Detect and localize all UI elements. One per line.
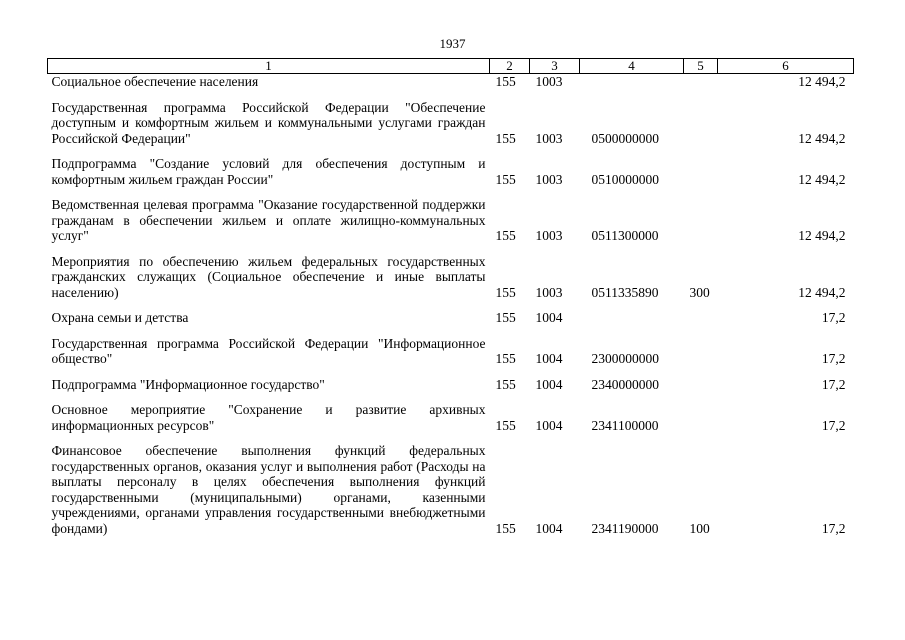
- row-code-3: 1004: [535, 351, 563, 366]
- row-code-3: 1004: [535, 310, 563, 325]
- row-code-3: 1003: [535, 74, 563, 89]
- row-amount: 17,2: [821, 520, 846, 536]
- row-description: Подпрограмма "Создание условий для обеспечения доступным и комфортным жильем граждан России": [51, 156, 486, 187]
- row-amount: 12 494,2: [798, 228, 846, 243]
- row-code-2: 155: [495, 417, 516, 433]
- row-code-4: 0510000000: [591, 171, 659, 187]
- table-row: [48, 367, 854, 393]
- row-code-2: 155: [495, 171, 516, 187]
- row-code-4: [580, 74, 684, 90]
- row-code-2: 155: [495, 228, 516, 243]
- row-amount: 17,2: [821, 310, 846, 325]
- row-description: Государственная программа Российской Федерации "Информационное общество": [51, 335, 486, 366]
- table-row: [48, 90, 854, 147]
- row-amount: 12 494,2: [798, 171, 846, 187]
- table-header-row: [48, 59, 854, 74]
- row-description: Финансовое обеспечение выполнения функций федеральных государственных органов, оказания услуг и выполнения работ (Расходы на выплаты персоналу в целях обеспечения выполнения функций государственными (муниципальными) органами, казенными учреждениями, органами управления государственными внебюджетными фондами): [51, 443, 486, 536]
- row-amount: 12 494,2: [798, 74, 846, 89]
- table-row: [48, 74, 854, 90]
- row-code-4: 2341100000: [591, 417, 659, 433]
- row-code-4: 2341190000: [591, 520, 659, 536]
- table-row: [48, 433, 854, 536]
- row-amount: 12 494,2: [798, 130, 846, 146]
- table-row: [48, 392, 854, 433]
- row-amount: 17,2: [821, 417, 846, 433]
- row-code-4: 2340000000: [591, 376, 659, 392]
- row-code-4: 2300000000: [591, 351, 659, 366]
- row-code-4: 0500000000: [591, 130, 659, 146]
- column-header: 1: [48, 59, 490, 74]
- row-description: Мероприятия по обеспечению жильем федеральных государственных гражданских служащих (Социальное обеспечение и иные выплаты населению): [51, 253, 486, 300]
- row-code-3: 1004: [535, 520, 563, 536]
- row-code-5: [684, 74, 718, 90]
- row-description: Ведомственная целевая программа "Оказание государственной поддержки гражданам в обеспечении жильем и оплате жилищно-коммунальных услуг": [51, 197, 486, 243]
- row-code-4: 0511335890: [591, 284, 659, 300]
- row-code-5: [684, 392, 718, 433]
- row-code-3: 1003: [535, 130, 563, 146]
- row-code-5: [684, 146, 718, 187]
- row-description: Подпрограмма "Информационное государство": [51, 376, 325, 392]
- row-code-5: [684, 300, 718, 326]
- budget-table: [47, 58, 854, 536]
- row-description: Государственная программа Российской Федерации "Обеспечение доступным и комфортным жильем и коммунальными услугами граждан Российской Федерации": [51, 99, 486, 146]
- row-amount: 17,2: [821, 376, 846, 392]
- row-code-2: 155: [495, 130, 516, 146]
- column-header: 5: [684, 59, 718, 74]
- page-number: 1937: [439, 36, 466, 51]
- column-header: 4: [580, 59, 684, 74]
- row-code-5: 300: [689, 284, 710, 300]
- row-code-5: [684, 90, 718, 147]
- row-code-3: 1003: [535, 228, 563, 243]
- row-amount: 12 494,2: [798, 284, 846, 300]
- row-code-4: 0511300000: [591, 228, 659, 243]
- table-row: [48, 146, 854, 187]
- column-header: 6: [718, 59, 854, 74]
- table-row: [48, 326, 854, 367]
- row-code-5: 100: [689, 520, 710, 536]
- row-code-2: 155: [495, 310, 516, 325]
- row-code-5: [684, 326, 718, 367]
- row-amount: 17,2: [821, 351, 846, 366]
- row-description: Социальное обеспечение населения: [51, 74, 259, 89]
- row-code-2: 155: [495, 74, 516, 89]
- row-code-5: [684, 187, 718, 244]
- row-code-2: 155: [495, 351, 516, 366]
- row-code-3: 1003: [535, 284, 563, 300]
- row-code-2: 155: [495, 520, 516, 536]
- table-row: [48, 300, 854, 326]
- row-code-2: 155: [495, 376, 516, 392]
- row-code-3: 1003: [535, 171, 563, 187]
- row-description: Охрана семьи и детства: [51, 310, 189, 325]
- table-row: [48, 244, 854, 301]
- row-code-5: [684, 367, 718, 393]
- column-header: 2: [490, 59, 530, 74]
- row-code-4: [580, 300, 684, 326]
- row-code-3: 1004: [535, 417, 563, 433]
- row-code-2: 155: [495, 284, 516, 300]
- row-code-3: 1004: [535, 376, 563, 392]
- table-row: [48, 187, 854, 244]
- column-header: 3: [530, 59, 580, 74]
- row-description: Основное мероприятие "Сохранение и развитие архивных информационных ресурсов": [51, 402, 486, 433]
